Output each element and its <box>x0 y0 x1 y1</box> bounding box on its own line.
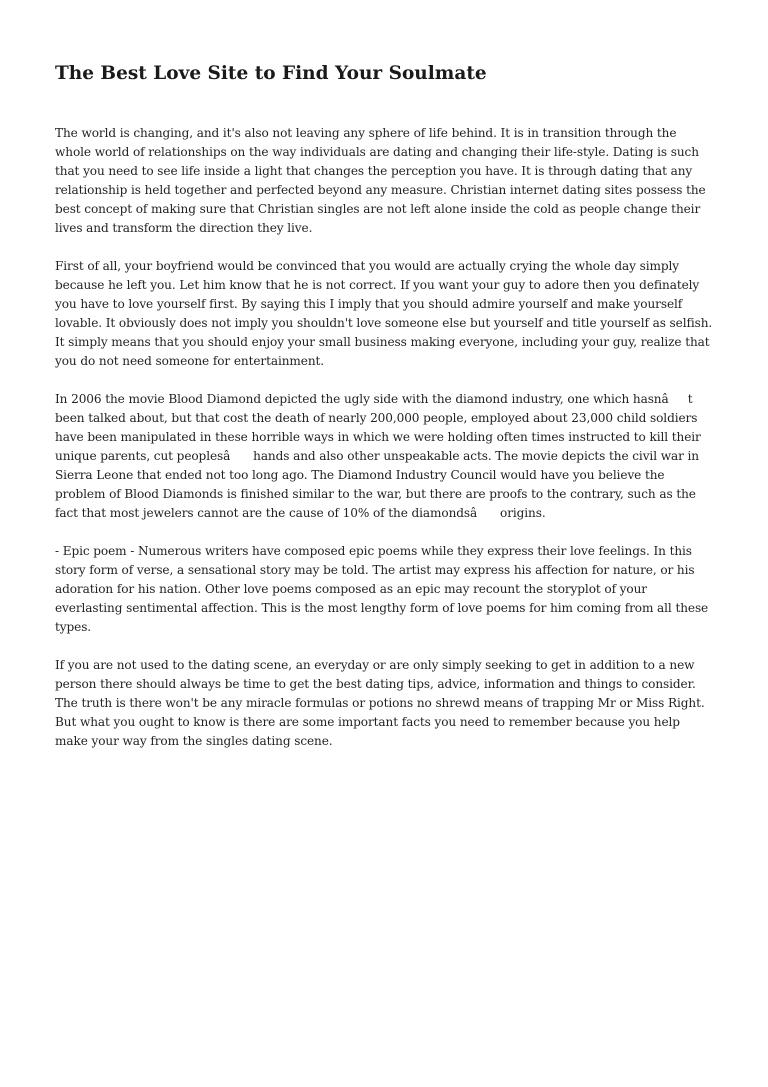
paragraph-2: First of all, your boyfriend would be convinced that you would are actually crying the whole day simply because he left you. Let him know that he is not correct. If you want your guy to adore then you definately you have to love yourself first. By saying this I imply that you should admire yourself and make yourself lovable. It obviously does not imply you shouldn't love someone else but yourself and title yourself as selfish. It simply means that you should enjoy your small business making everyone, including your guy, realize that you do not need someone for entertainment. <box>55 259 713 368</box>
paragraph-3: In 2006 the movie Blood Diamond depicted the ugly side with the diamond industry, one which hasnât been talked about, but that cost the death of nearly 200,000 people, employed about 23,000 child soldiers have been manipulated in these horrible ways in which we were holding often times instructed to kill their unique parents, cut peoplesâ hands and also other unspeakable acts. The movie depicts the civil war in Sierra Leone that ended not too long ago. The Diamond Industry Council would have you believe the problem of Blood Diamonds is finished similar to the war, but there are proofs to the contrary, such as the fact that most jewelers cannot are the cause of 10% of the diamondsâ origins. <box>55 392 701 520</box>
paragraph-4: - Epic poem - Numerous writers have composed epic poems while they express their love feelings. In this story form of verse, a sensational story may be told. The artist may express his affection for nature, or his adoration for his nation. Other love poems composed as an epic may recount the storyplot of your everlasting sentimental affection. This is the most lengthy form of love poems for him coming from all these types. <box>55 544 709 634</box>
document-title: The Best Love Site to Find Your Soulmate <box>55 63 487 84</box>
paragraph-1: The world is changing, and it's also not leaving any sphere of life behind. It is in transition through the whole world of relationships on the way individuals are dating and changing their life-style. Dating is such that you need to see life inside a light that changes the perception you have. It is through dating that any relationship is held together and perfected beyond any measure. Christian internet dating sites possess the best concept of making sure that Christian singles are not left alone inside the cold as people change their lives and transform the direction they live. <box>55 126 706 235</box>
paragraph-5: If you are not used to the dating scene, an everyday or are only simply seeking to get in addition to a new person there should always be time to get the best dating tips, advice, information and things to consider. The truth is there won't be any miracle formulas or potions no shrewd means of trapping Mr or Miss Right. But what you ought to know is there are some important facts you need to remember because you help make your way from the singles dating scene. <box>55 658 705 748</box>
